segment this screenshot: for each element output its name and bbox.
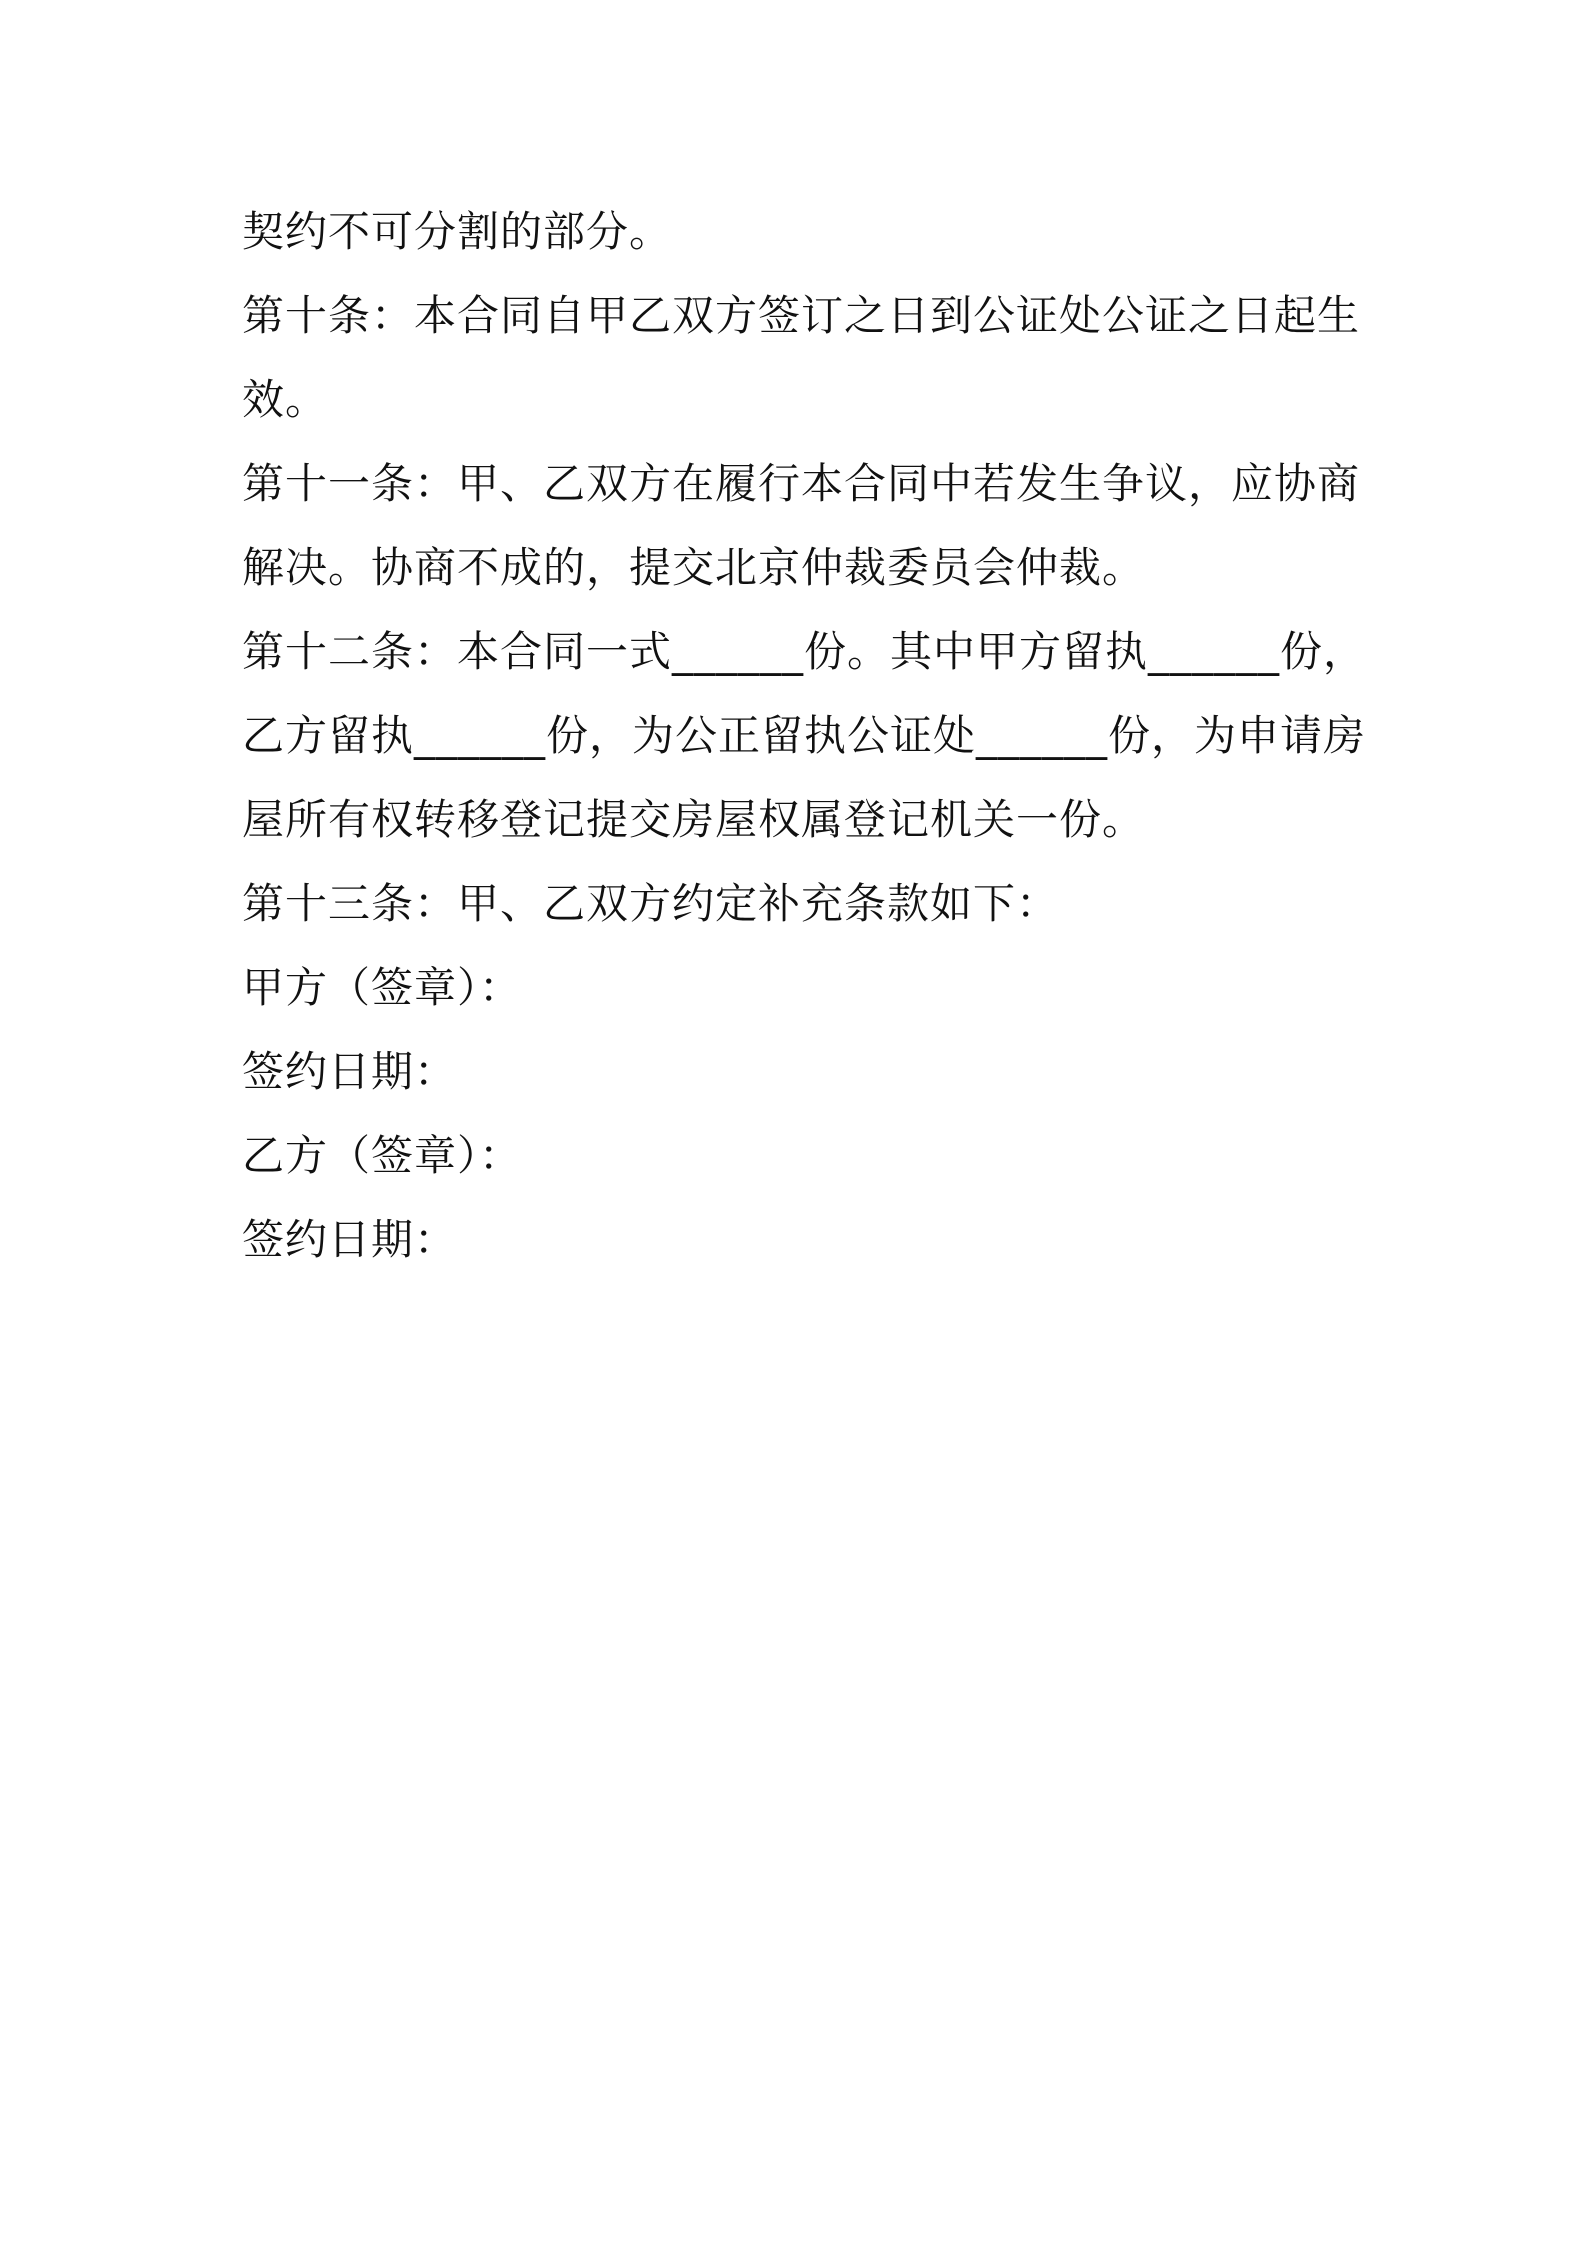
clause-11-line-2: 解决。协商不成的，提交北京仲裁委员会仲裁。 (242, 543, 1146, 592)
party-b-signature: 乙方（签章）： (242, 1131, 523, 1180)
party-b-sign-date: 签约日期： (242, 1215, 458, 1264)
clause-11-line-1: 第十一条：甲、乙双方在履行本合同中若发生争议，应协商 (242, 459, 1361, 508)
clause-12-line-3: 屋所有权转移登记提交房屋权属登记机关一份。 (242, 795, 1146, 844)
clause-12-line-2: 乙方留执______份，为公正留执公证处______份，为申请房 (242, 711, 1367, 760)
clause-12-line-1: 第十二条：本合同一式______份。其中甲方留执______份， (242, 627, 1367, 676)
party-a-signature: 甲方（签章）： (242, 963, 523, 1012)
clause-10-line-2: 效。 (242, 375, 329, 424)
clause-10-line-1: 第十条：本合同自甲乙双方签订之日到公证处公证之日起生 (242, 291, 1361, 340)
clause-13-line-1: 第十三条：甲、乙双方约定补充条款如下： (242, 879, 1060, 928)
party-a-sign-date: 签约日期： (242, 1047, 458, 1096)
clause-9-continuation: 契约不可分割的部分。 (242, 207, 673, 256)
contract-body (242, 190, 1367, 1282)
